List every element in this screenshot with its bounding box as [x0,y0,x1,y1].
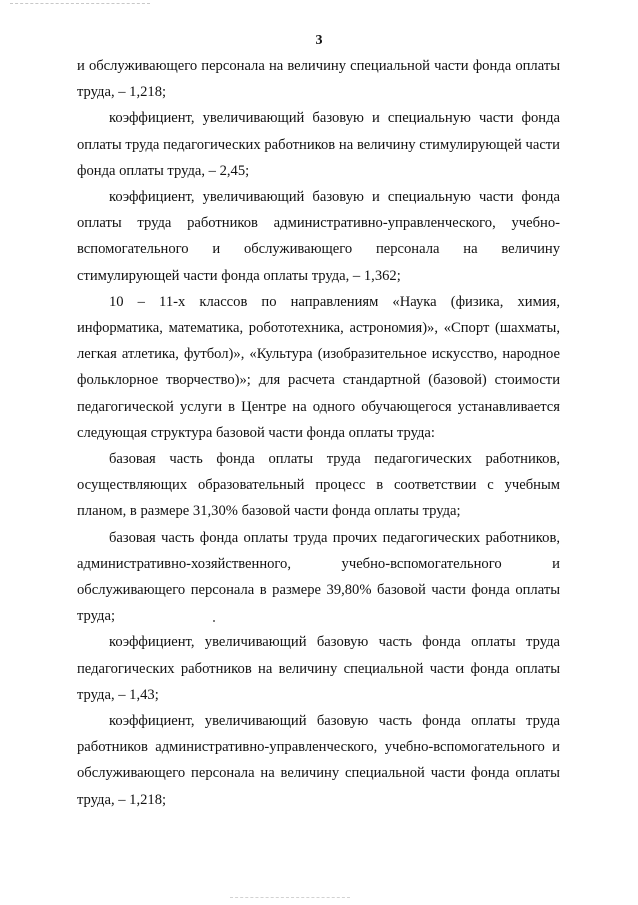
paragraph-base-part-other-staff: базовая часть фонда оплаты труда прочих педагогических работников, административно-хозяйственного, учебно-вспомогательного и обслуживающего персонала в размере 39,80% базовой части фонда оплаты труда; [77,529,560,625]
paragraph-coefficient-stimulating-teachers: коэффициент, увеличивающий базовую и специальную части фонда оплаты труда педагогических работников на величину стимулирующей части фонда оплаты труда, – 2,45; [77,110,560,179]
paragraph-coefficient-special-teachers: коэффициент, увеличивающий базовую часть фонда оплаты труда педагогических работников на величину специальной части фонда оплаты труда, – 1,43; [77,634,560,703]
paragraph-coefficient-special-admin: коэффициент, увеличивающий базовую часть фонда оплаты труда работников административно-управленческого, учебно-вспомогательного и обслуживающего персонала на величину специальной части фонда оплаты труда, – 1,218; [77,713,560,808]
scan-edge-mark-bottom [230,897,350,898]
document-body [77,53,560,813]
paragraph-grades-10-11-structure: 10 – 11-х классов по направлениям «Наука (физика, химия, информатика, математика, робототехника, астрономия)», «Спорт (шахматы, легкая атлетика, футбол)», «Культура (изобразительное искусство, народное фольклорное творчество)»; для расчета стандартной (базовой) стоимости педагогической услуги в Центре на одного обучающегося устанавливается следующая структура базовой части фонда оплаты труда: [77,293,560,441]
paragraph-coefficient-stimulating-admin: коэффициент, увеличивающий базовую и специальную части фонда оплаты труда работников административно-управленческого, учебно-вспомогательного и обслуживающего персонала на величину стимулирующей части фонда оплаты труда, – 1,362; [77,189,560,284]
scan-edge-mark-top [10,3,150,4]
paragraph-continuation: и обслуживающего персонала на величину специальной части фонда оплаты труда, – 1,218; [77,58,560,101]
paragraph-base-part-teachers: базовая часть фонда оплаты труда педагогических работников, осуществляющих образовательный процесс в соответствии с учебным планом, в размере 31,30% базовой части фонда оплаты труда; [77,451,560,520]
page-number: 3 [315,33,323,48]
scan-speck [213,620,215,622]
